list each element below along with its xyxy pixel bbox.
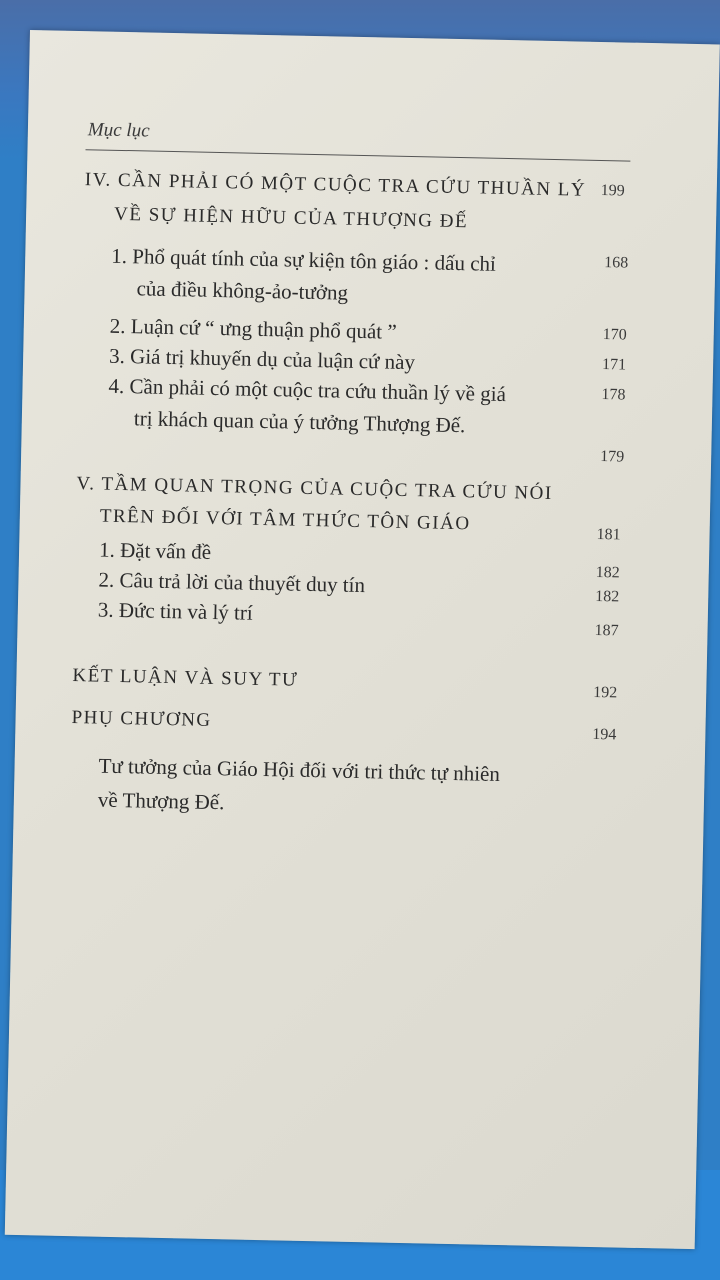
toc-page-iv-4: 178 (601, 386, 626, 404)
toc-page-v-1: 182 (595, 563, 620, 582)
toc-page-iv-2: 170 (602, 326, 627, 344)
toc-page-iv: 199 (600, 181, 625, 200)
toc-entry-iv-4-line1: 4. Cần phải có một cuộc tra cứu thuần lý về giá (108, 373, 507, 407)
toc-entry-v-line2: TRÊN ĐỐI VỚI TÂM THỨC TÔN GIÁO (99, 505, 471, 535)
toc-entry-v-1: 1. Đặt vấn đề (98, 537, 212, 564)
toc-entry-iv-3: 3. Giá trị khuyến dụ của luận cứ này (108, 343, 416, 375)
toc-entry-iv-2: 2. Luận cứ “ ưng thuận phổ quát ” (109, 313, 397, 344)
toc-entry-iv-1-line2: của điều không-ảo-tưởng (136, 276, 349, 305)
toc-entry-iv-4-line2: trị khách quan của ý tưởng Thượng Đế. (133, 406, 466, 438)
toc-page-appendix: 194 (592, 725, 617, 744)
book-page (5, 30, 720, 1249)
toc-page-iv-3: 171 (601, 356, 627, 374)
toc-entry-iv-line1: IV. CẦN PHẢI CÓ MỘT CUỘC TRA CỨU THUẦN LÝ (84, 169, 587, 201)
toc-page-v: 181 (596, 525, 621, 544)
toc-entry-v-3: 3. Đức tin và lý trí (97, 597, 253, 625)
toc-entry-iv-line2: VỀ SỰ HIỆN HỮU CỦA THƯỢNG ĐẾ (113, 203, 469, 233)
header-rule (85, 149, 630, 161)
toc-appendix-desc-line1: Tư tưởng của Giáo Hội đối với tri thức tự nhiên (98, 753, 501, 787)
toc-appendix-desc-line2: về Thượng Đế. (97, 787, 225, 815)
toc-page-v-2: 182 (595, 587, 620, 606)
running-head: Mục lục (87, 119, 150, 142)
toc-entry-appendix: PHỤ CHƯƠNG (71, 707, 212, 731)
toc-entry-v-2: 2. Câu trả lời của thuyết duy tín (98, 567, 366, 598)
toc-page-iv-1: 168 (604, 254, 629, 272)
toc-page-iv-4b: 179 (600, 448, 625, 466)
toc-entry-iv-1-line1: 1. Phổ quát tính của sự kiện tôn giáo : dấu chỉ (111, 243, 497, 276)
toc-entry-conclusion: KẾT LUẬN VÀ SUY TƯ (72, 665, 299, 691)
toc-page-conclusion: 192 (593, 683, 618, 702)
toc-entry-v-line1: V. TẦM QUAN TRỌNG CỦA CUỘC TRA CỨU NÓI (76, 473, 553, 505)
toc-page-v-3: 187 (594, 621, 619, 640)
